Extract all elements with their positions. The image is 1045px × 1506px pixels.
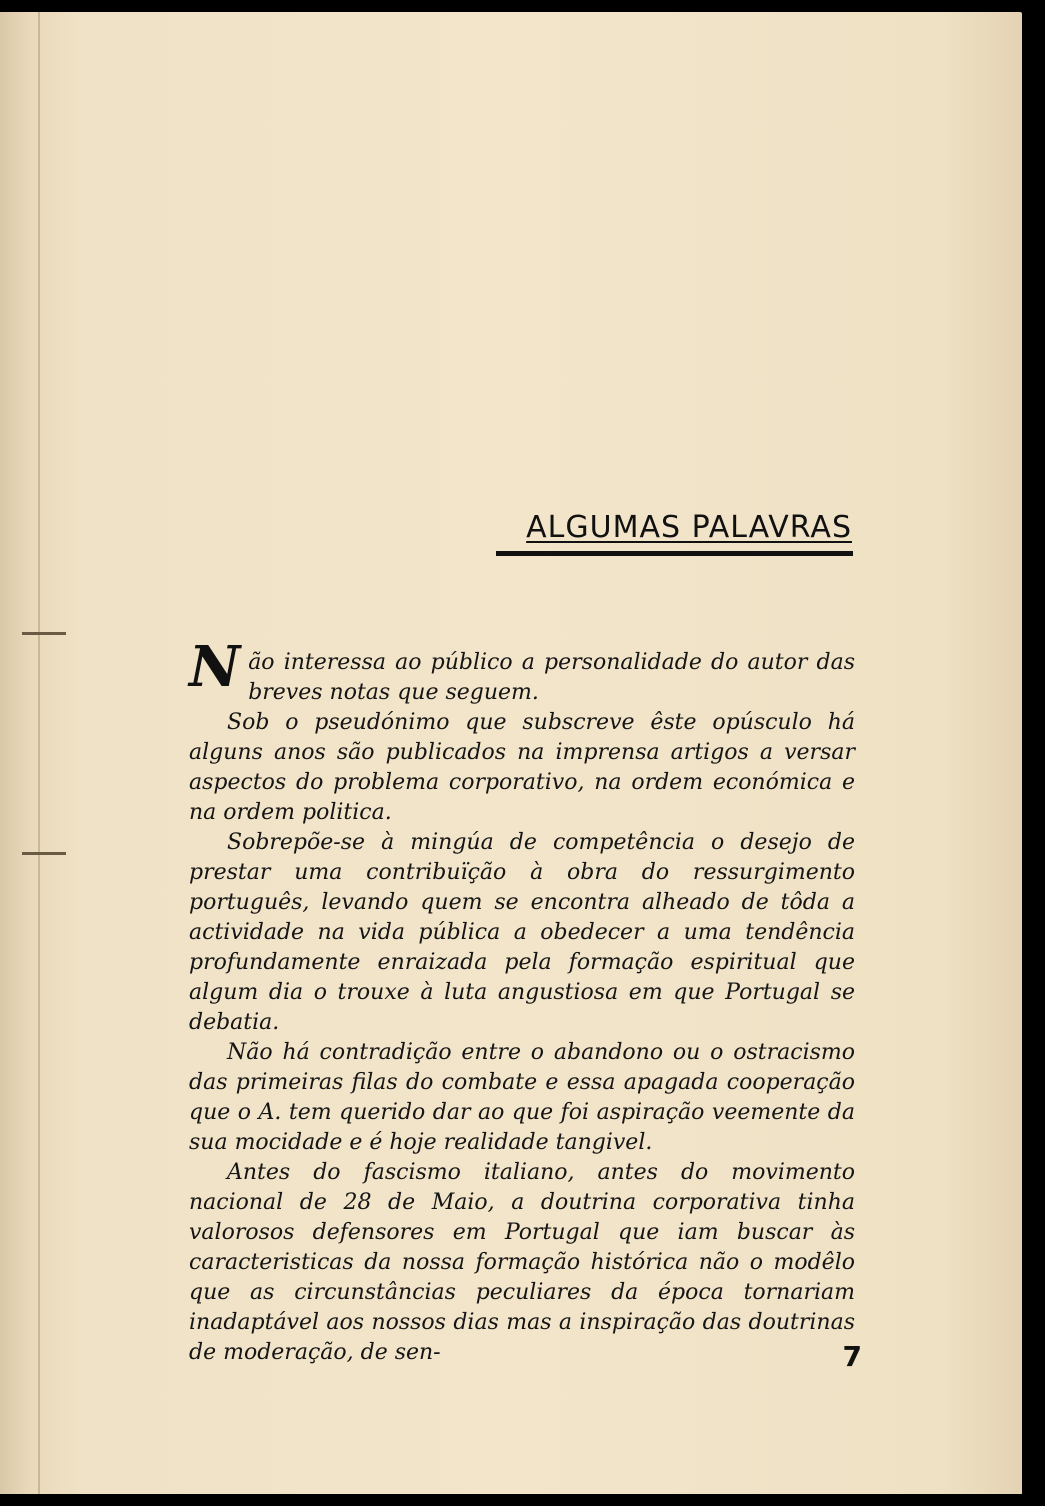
paragraph-2: Sob o pseudónimo que subscreve êste opúsculo há alguns anos são publicados na imprensa artigos a versar aspectos do problema corporativo, na ordem económica e na ordem politica.: [189, 710, 855, 825]
paragraph-4: Não há contradição entre o abandono ou o ostracismo das primeiras filas do combate e essa apagada cooperação que o A. tem querido dar ao que foi aspiração veemente da sua mocidade e é hoje realidade tangivel.: [189, 1040, 855, 1155]
staple-mark-bottom: [22, 852, 66, 855]
page-number: 7: [842, 1340, 862, 1373]
drop-cap: N: [189, 634, 241, 700]
body-text: [189, 634, 855, 1368]
title-underline-rule: [496, 551, 853, 556]
staple-mark-top: [22, 632, 66, 635]
paragraph-1-text: ão interessa ao público a personalidade do autor das breves notas que seguem.: [248, 650, 855, 705]
paragraph-1: [189, 634, 855, 708]
binding-gutter: [38, 12, 40, 1494]
paragraph-5: Antes do fascismo italiano, antes do movimento nacional de 28 de Maio, a doutrina corporativa tinha valorosos defensores em Portugal que iam buscar às caracteristicas da nossa formação histórica não o modêlo que as circunstâncias peculiares da época tornariam inadaptável aos nossos dias mas a inspiração das doutrinas de moderação, de sen-: [189, 1160, 855, 1365]
page-title: ALGUMAS PALAVRAS: [526, 510, 852, 545]
paragraph-3: Sobrepõe-se à mingúa de competência o desejo de prestar uma contribuïção à obra do ressurgimento português, levando quem se encontra alheado de tôda a actividade na vida pública a obedecer a uma tendência profundamente enraizada pela formação espiritual que algum dia o trouxe à luta angustiosa em que Portugal se debatia.: [189, 830, 855, 1035]
